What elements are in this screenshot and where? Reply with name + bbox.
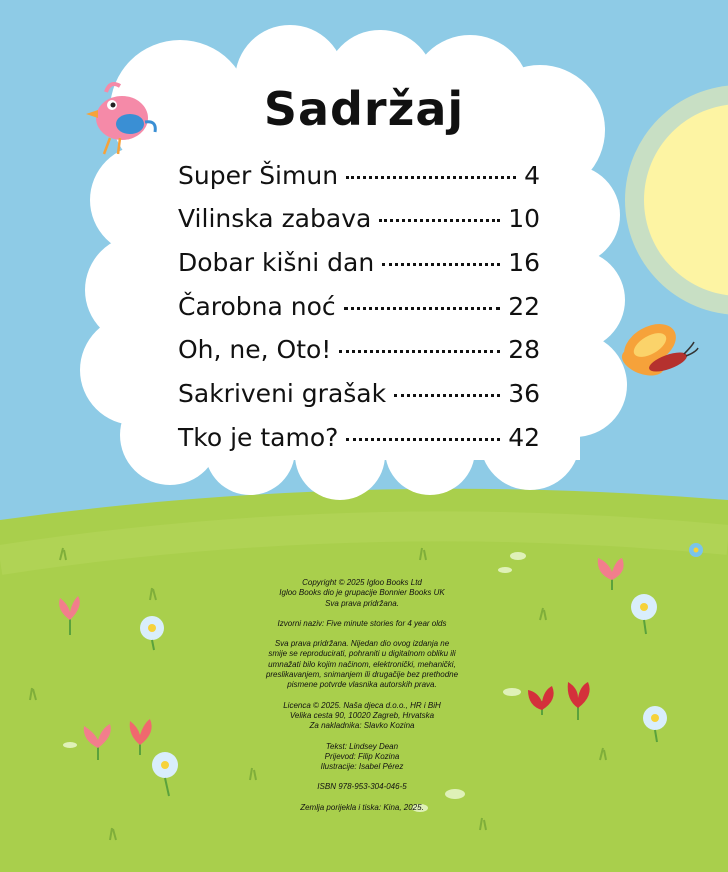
toc-entry-title: Vilinska zabava: [178, 204, 372, 234]
publisher-line: Za nakladnika: Slavko Kozina: [309, 721, 415, 731]
illustrator-line: Ilustracije: Isabel Pérez: [320, 762, 404, 772]
toc-entry-page: 42: [508, 422, 540, 452]
toc-entry-page: 28: [508, 335, 540, 365]
toc-leader-dots: [346, 438, 500, 441]
licence-line: Licenca © 2025. Naša djeca d.o.o., HR i BiH: [283, 700, 441, 710]
rights-text: preslikavanjem, snimanjem ili drugačije bez prethodne: [265, 670, 459, 680]
toc-entry[interactable]: [178, 146, 540, 190]
toc-entry[interactable]: [178, 190, 540, 234]
toc-entry-page: 22: [508, 291, 540, 321]
copyright-line: Copyright © 2025 Igloo Books Ltd: [302, 578, 422, 587]
page-title: Sadržaj: [263, 82, 465, 136]
copyright-block: [232, 578, 492, 813]
isbn-line: ISBN 978-953-304-046-5: [317, 782, 407, 792]
origin-line: Zemlja porijekla i tiska: Kina, 2025.: [300, 802, 424, 812]
toc-entry-title: Dobar kišni dan: [178, 248, 375, 278]
toc-leader-dots: [394, 394, 500, 397]
address-line: Velika cesta 90, 10020 Zagreb, Hrvatska: [289, 710, 435, 720]
toc-entry-title: Super Šimun: [178, 160, 339, 190]
copyright-line: Sva prava pridržana.: [325, 598, 399, 608]
toc-leader-dots: [379, 219, 500, 222]
toc-leader-dots: [346, 176, 516, 179]
toc-entry[interactable]: [178, 321, 540, 365]
toc-entry-page: 36: [508, 379, 540, 409]
toc-leader-dots: [344, 307, 501, 310]
copyright-line: Igloo Books dio je grupacije Bonnier Books UK: [279, 588, 445, 598]
toc-entry[interactable]: [178, 233, 540, 277]
toc-entry-page: 16: [508, 248, 540, 278]
original-title: Izvorni naziv: Five minute stories for 4 year olds: [277, 618, 447, 628]
rights-text: smije se reproducirati, pohraniti u digitalnom obliku ili: [268, 649, 456, 659]
toc-leader-dots: [339, 350, 500, 353]
toc-entry-title: Čarobna noć: [178, 291, 336, 321]
rights-text: umnažati bilo kojim načinom, elektronički, mehanički,: [268, 659, 456, 669]
table-of-contents: [178, 146, 540, 452]
toc-leader-dots: [382, 263, 500, 266]
toc-entry[interactable]: [178, 408, 540, 452]
toc-entry[interactable]: [178, 364, 540, 408]
toc-entry-title: Sakriveni grašak: [178, 379, 387, 409]
rights-text: pismene potvrde vlasnika autorskih prava.: [287, 680, 437, 690]
toc-entry-page: 10: [508, 204, 540, 234]
toc-entry-title: Oh, ne, Oto!: [178, 335, 332, 365]
toc-entry-title: Tko je tamo?: [178, 422, 339, 452]
toc-entry-page: 4: [524, 160, 540, 190]
toc-entry[interactable]: [178, 277, 540, 321]
translator-line: Prijevod: Filip Kozina: [324, 751, 400, 761]
author-line: Tekst: Lindsey Dean: [325, 741, 399, 751]
rights-text: Sva prava pridržana. Nijedan dio ovog izdanja ne: [274, 639, 450, 649]
